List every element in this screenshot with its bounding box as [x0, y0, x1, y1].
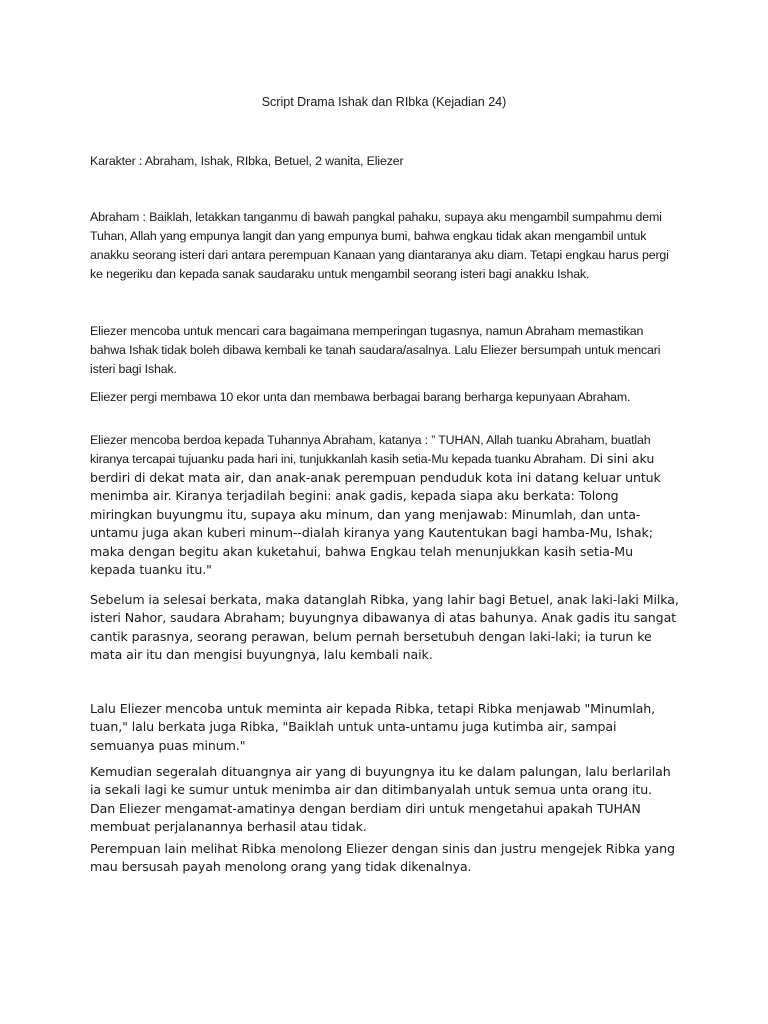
abraham-line: Abraham : Baiklah, letakkan tanganmu di bawah pangkal pahaku, supaya aku mengambil sumpahmu demi Tuhan, Allah yang empunya langit dan yang empunya bumi, bahwa engkau tidak akan mengambil untuk anakku seorang isteri dari antara perempuan Kanaan yang diantaranya aku diam. Tetapi engkau harus pergi ke negeriku dan kepada sanak saudaraku untuk mengambil seorang isteri bagi anakku Ishak. — [90, 210, 669, 281]
eliezer-departs-paragraph: Eliezer pergi membawa 10 ekor unta dan membawa berbagai barang berharga kepunyaan Abraham. — [90, 390, 631, 404]
prayer-paragraph — [90, 431, 680, 579]
prayer-part1: Eliezer mencoba berdoa kepada Tuhannya Abraham, katanya : ” TUHAN, Allah tuanku Abraham, buatlah kiranya tercapai tujuanku pada hari ini, tunjukkanlah kasih setia-Mu kepada tuanku Abraham. — [90, 433, 651, 466]
women-mock-paragraph: Perempuan lain melihat Ribka menolong Eliezer dengan sinis dan justru mengejek Ribka yang mau bersusah payah menolong orang yang tidak dikenalnya. — [90, 841, 675, 875]
characters-line: Karakter : Abraham, Ishak, RIbka, Betuel, 2 wanita, Eliezer — [90, 154, 404, 168]
eliezer-effort-paragraph: Eliezer mencoba untuk mencari cara bagaimana memperingan tugasnya, namun Abraham memastikan bahwa Ishak tidak boleh dibawa kembali ke tanah saudara/asalnya. Lalu Eliezer bersumpah untuk mencari isteri bagi Ishak. — [90, 324, 661, 376]
document-title: Script Drama Ishak dan RIbka (Kejadian 24) — [261, 95, 507, 109]
ribka-arrives-paragraph: Sebelum ia selesai berkata, maka datanglah Ribka, yang lahir bagi Betuel, anak laki-laki Milka, isteri Nahor, saudara Abraham; buyungnya dibawanya di atas bahunya. Anak gadis itu sangat cantik parasnya, seorang perawan, belum pernah bersetubuh dengan laki-laki; ia turun ke mata air itu dan mengisi buyungnya, lalu kembali naik. — [90, 592, 679, 663]
prayer-part2: Di sini aku berdiri di dekat mata air, dan anak-anak perempuan penduduk kota ini datang keluar untuk menimba air. Kiranya terjadilah begini: anak gadis, kepada siapa aku berkata: Tolong miringkan buyungmu itu, supaya aku minum, dan yang menjawab: Minumlah, dan unta-untamu juga akan kuberi minum--dialah kiranya yang Kautentukan bagi hamba-Mu, Ishak; maka dengan begitu akan kuketahui, bahwa Engkau telah menunjukkan kasih setia-Mu kepada tuanku itu." — [90, 451, 661, 578]
ribka-draws-paragraph: Kemudian segeralah dituangnya air yang di buyungnya itu ke dalam palungan, lalu berlarilah ia sekali lagi ke sumur untuk menimba air dan ditimbanyalah untuk semua unta orang itu. Dan Eliezer mengamat-amatinya dengan berdiam diri untuk mengetahui apakah TUHAN membuat perjalanannya berhasil atau tidak. — [90, 764, 671, 835]
eliezer-asks-paragraph: Lalu Eliezer mencoba untuk meminta air kepada Ribka, tetapi Ribka menjawab "Minumlah, tuan," lalu berkata juga Ribka, "Baiklah untuk unta-untamu juga kutimba air, sampai semuanya puas minum." — [90, 701, 656, 753]
